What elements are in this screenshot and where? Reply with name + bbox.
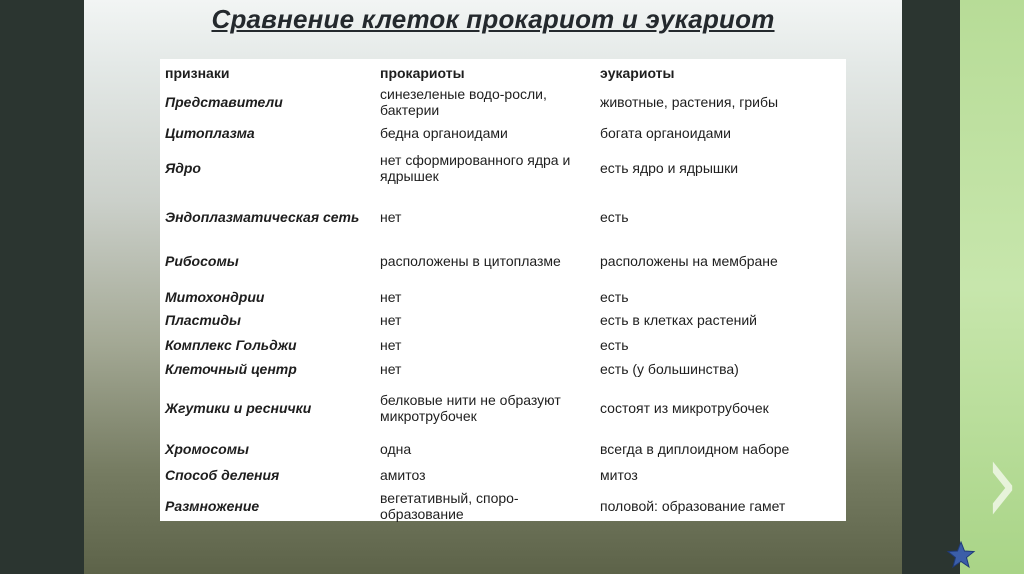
row-feature: Клеточный центр (165, 361, 297, 377)
row-eukaryote-value: митоз (600, 467, 638, 483)
row-eukaryote-value: расположены на мембране (600, 253, 778, 269)
row-eukaryote-value: состоят из микротрубочек (600, 400, 769, 416)
right-dark-border (902, 0, 960, 574)
row-prokaryote-value: нет (380, 209, 402, 225)
table-row (160, 287, 846, 307)
table-header-row (160, 62, 846, 84)
row-prokaryote-value: расположены в цитоплазме (380, 253, 561, 269)
row-eukaryote-value: есть (у большинства) (600, 361, 739, 377)
row-feature: Эндоплазматическая сеть (165, 209, 360, 225)
row-feature: Жгутики и реснички (165, 400, 312, 416)
left-dark-border (0, 0, 84, 574)
row-eukaryote-value: половой: образование гамет (600, 498, 786, 514)
row-feature: Ядро (165, 160, 201, 176)
header-prokaryotes: прокариоты (380, 65, 465, 81)
row-prokaryote-value: нет (380, 312, 402, 328)
row-prokaryote-value: амитоз (380, 467, 426, 483)
row-feature: Представители (165, 94, 283, 110)
row-feature: Способ деления (165, 467, 280, 483)
table-row (160, 123, 846, 143)
row-feature: Хромосомы (165, 441, 249, 457)
row-eukaryote-value: есть (600, 209, 629, 225)
table-row (160, 87, 846, 117)
table-row (160, 489, 846, 523)
slide-title: Сравнение клеток прокариот и эукариот (211, 4, 775, 34)
row-prokaryote-value: нет (380, 289, 402, 305)
row-prokaryote-value: вегетативный, споро-образование (380, 490, 519, 522)
row-eukaryote-value: есть (600, 289, 629, 305)
row-prokaryote-value: нет (380, 361, 402, 377)
table-row (160, 435, 846, 463)
chevron-decoration-icon: › (985, 413, 1019, 551)
row-eukaryote-value: есть (600, 337, 629, 353)
row-prokaryote-value: нет (380, 337, 402, 353)
row-prokaryote-value: бедна органоидами (380, 125, 508, 141)
row-prokaryote-value: синезеленые водо-росли, бактерии (380, 86, 547, 118)
row-feature: Митохондрии (165, 289, 265, 305)
table-row (160, 358, 846, 380)
row-eukaryote-value: животные, растения, грибы (600, 94, 779, 110)
header-eukaryotes: эукариоты (600, 65, 675, 81)
row-feature: Рибосомы (165, 253, 239, 269)
slide (84, 0, 902, 574)
comparison-table (160, 59, 846, 521)
table-row (160, 197, 846, 237)
star-icon (946, 540, 976, 570)
row-feature: Размножение (165, 498, 260, 514)
table-row (160, 463, 846, 487)
row-prokaryote-value: одна (380, 441, 412, 457)
table-row (160, 385, 846, 431)
row-eukaryote-value: есть в клетках растений (600, 312, 757, 328)
row-prokaryote-value: белковые нити не образуют микротрубочек (380, 392, 561, 424)
row-feature: Комплекс Гольджи (165, 337, 297, 353)
row-eukaryote-value: всегда в диплоидном наборе (600, 441, 790, 457)
row-feature: Пластиды (165, 312, 241, 328)
row-prokaryote-value: нет сформированного ядра и ядрышек (380, 152, 571, 184)
row-eukaryote-value: есть ядро и ядрышки (600, 160, 739, 176)
row-eukaryote-value: богата органоидами (600, 125, 731, 141)
header-feature: признаки (165, 65, 230, 81)
table-row (160, 241, 846, 281)
table-row (160, 334, 846, 356)
table-row (160, 147, 846, 189)
row-feature: Цитоплазма (165, 125, 255, 141)
table-row (160, 310, 846, 330)
